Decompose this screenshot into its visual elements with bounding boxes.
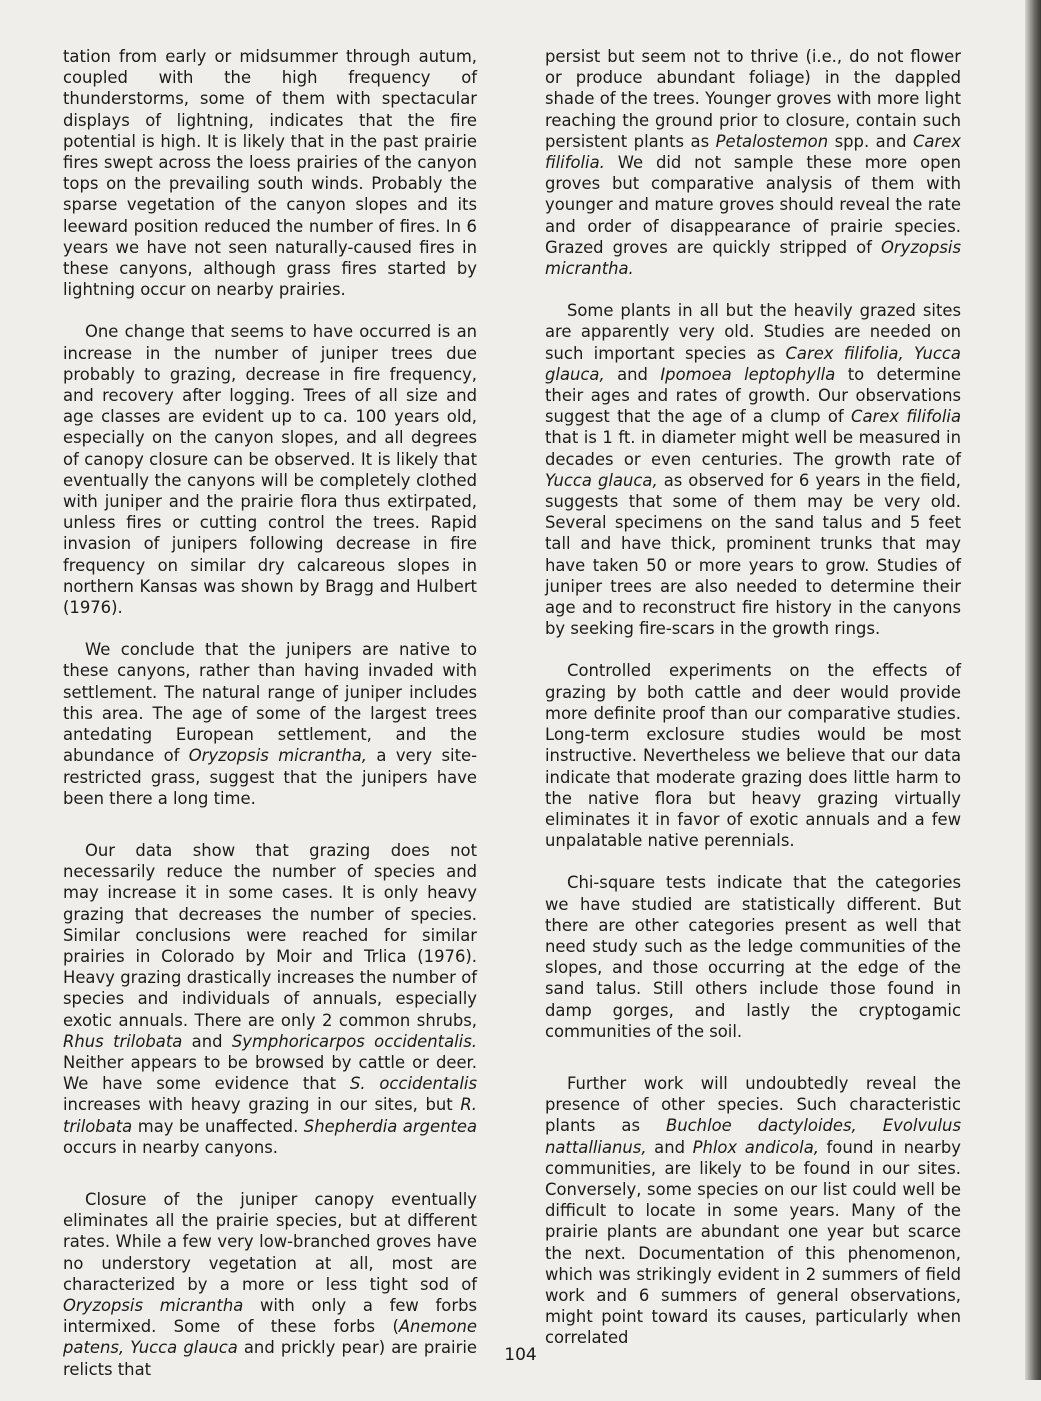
species-name: Ipomoea leptophylla <box>660 364 836 384</box>
page-number: 104 <box>504 1345 537 1365</box>
text-run: Neither appears to be browsed by cattle or deer. We have some evidence that <box>63 1052 477 1094</box>
species-name: S. occidentalis <box>349 1074 477 1094</box>
text-run: and <box>604 364 661 384</box>
species-name: Buchloe dactyloides, Evolvulus nattallianus, <box>545 1116 961 1157</box>
page-edge-shadow <box>1025 0 1041 1380</box>
species-name: Carex filifolia. <box>545 131 961 173</box>
species-name: Yucca glauca, <box>545 470 658 490</box>
text-run: a very site-restricted grass, suggest that the junipers have been there a long time. <box>63 746 477 808</box>
text-run: with only a few forbs intermixed. Some of these forbs ( <box>63 1295 478 1337</box>
paragraph <box>545 872 961 1042</box>
right-column <box>545 46 961 1370</box>
species-name: Oryzopsis micrantha <box>63 1295 244 1315</box>
text-run: Chi-square tests indicate that the categories we have studied are statistically different. But there are other categories present as well that need study such as the ledge communities of the slopes, and those occurring at the edge of the sand talus. Still others include those found in damp gorges, and lastly the cryptogamic communities of the soil. <box>545 873 961 1041</box>
species-name: R. trilobata <box>63 1095 477 1136</box>
text-run: occurs in nearby canyons. <box>63 1137 278 1157</box>
species-name: Oryzopsis micrantha, <box>188 746 367 766</box>
text-run: and <box>646 1137 693 1157</box>
species-name: Symphoricarpos occidentalis. <box>231 1031 477 1051</box>
text-run: spp. and <box>828 131 913 151</box>
text-run: that is 1 ft. in diameter might well be measured in decades or even centuries. The growth rate of <box>545 428 961 469</box>
species-name: Carex filifolia <box>851 407 961 427</box>
text-run: Further work will undoubtedly reveal the presence of other species. Such characteristic plants as <box>545 1073 961 1136</box>
text-run: We did not sample these more open groves but comparative analysis of them with younger and mature groves should reveal the rate and order of disappearance of prairie species. Grazed groves are quickly stripped of <box>545 153 961 257</box>
paragraph <box>545 300 961 639</box>
text-run: Closure of the juniper canopy eventually eliminates all the prairie species, but at different rates. While a few very low-branched groves have no understory vegetation at all, most are characterized by a more or less tight sod of <box>63 1189 477 1294</box>
species-name: Anemone patens, Yucca glauca <box>63 1317 477 1358</box>
species-name: Shepherdia argentea <box>303 1116 478 1136</box>
text-run: may be unaffected. <box>132 1116 304 1136</box>
paragraph <box>63 840 477 1158</box>
text-run: tation from early or midsummer through autum, coupled with the high frequency of thunderstorms, some of them with spectacular displays of lightning, indicates that the fire potential is high. It is likely that in the past prairie fires swept across the loess prairies of the canyon tops on the prevailing south winds. Probably the sparse vegetation of the canyon slopes and its leeward position reduced the number of fires. In 6 years we have not seen naturally-caused fires in these canyons, although grass fires started by lightning occur on nearby prairies. <box>63 47 477 300</box>
species-name: Carex filifolia, Yucca glauca, <box>545 343 961 384</box>
paragraph <box>63 46 477 300</box>
text-run: One change that seems to have occurred is an increase in the number of juniper trees due probably to grazing, decrease in fire frequency, and recovery after logging. Trees of all size and age classes are evident up to ca. 100 years old, especially on the canyon slopes, and all degrees of canopy closure can be observed. It is likely that eventually the canyons will be completely clothed with juniper and the prairie flora thus extirpated, unless fires or cutting control the trees. Rapid invasion of junipers following decrease in fire frequency on similar dry calcareous slopes in northern Kansas was shown by Bragg and Hulbert (1976). <box>63 322 477 618</box>
text-run: and prickly pear) are prairie relicts that <box>63 1338 477 1379</box>
species-name: Oryzopsis micrantha. <box>545 237 961 279</box>
paragraph <box>63 639 477 809</box>
text-run: as observed for 6 years in the field, suggests that some of them may be very old. Several specimens on the sand talus and 5 feet tall and have thick, prominent trunks that may have taken 50 or more years to grow. Studies of juniper trees are also needed to determine their age and to reconstruct fire history in the canyons by seeking fire-scars in the growth rings. <box>545 470 961 639</box>
text-run: Controlled experiments on the effects of grazing by both cattle and deer would provide more definite proof than our comparative studies. Long-term exclosure studies would be most instructive. Nevertheless we believe that our data indicate that moderate grazing does little harm to the native flora but heavy grazing virtually eliminates it in favor of exotic annuals and a few unpalatable native perennials. <box>545 661 961 851</box>
text-run: Some plants in all but the heavily grazed sites are apparently very old. Studies are needed on such important species as <box>545 301 961 363</box>
text-run: persist but seem not to thrive (i.e., do not flower or produce abundant foliage) in the dappled shade of the trees. Younger groves with more light reaching the ground prior to closure, contain such persistent plants as <box>545 47 961 151</box>
text-run: found in nearby communities, are likely to be found in our sites. Conversely, some species on our list could well be difficult to locate in some years. Many of the prairie plants are abundant one year but scarce the next. Documentation of this phenomenon, which was strikingly evident in 2 summers of field work and 6 summers of general observations, might point toward its causes, particularly when correlated <box>545 1137 961 1348</box>
left-column <box>63 46 477 1401</box>
species-name: Phlox andicola, <box>692 1137 819 1157</box>
paragraph <box>545 46 961 279</box>
paragraph <box>545 1073 961 1349</box>
paragraph <box>545 660 961 851</box>
paragraph <box>63 321 477 618</box>
species-name: Petalostemon <box>715 131 829 151</box>
text-run: to determine their ages and rates of growth. Our observations suggest that the age of a clump of <box>545 364 961 427</box>
text-run: Our data show that grazing does not necessarily reduce the number of species and may increase it in some cases. It is only heavy grazing that decreases the number of species. Similar conclusions were reached for similar prairies in Colorado by Moir and Trlica (1976). Heavy grazing drastically increases the number of species and individuals of annuals, especially exotic annuals. There are only 2 common shrubs, <box>63 840 477 1030</box>
species-name: Rhus trilobata <box>63 1031 183 1051</box>
text-run: and <box>182 1031 232 1051</box>
text-run: We conclude that the junipers are native to these canyons, rather than having invaded with settlement. The natural range of juniper includes this area. The age of some of the largest trees antedating European settlement, and the abundance of <box>63 640 477 766</box>
text-run: increases with heavy grazing in our sites, but <box>63 1095 461 1115</box>
